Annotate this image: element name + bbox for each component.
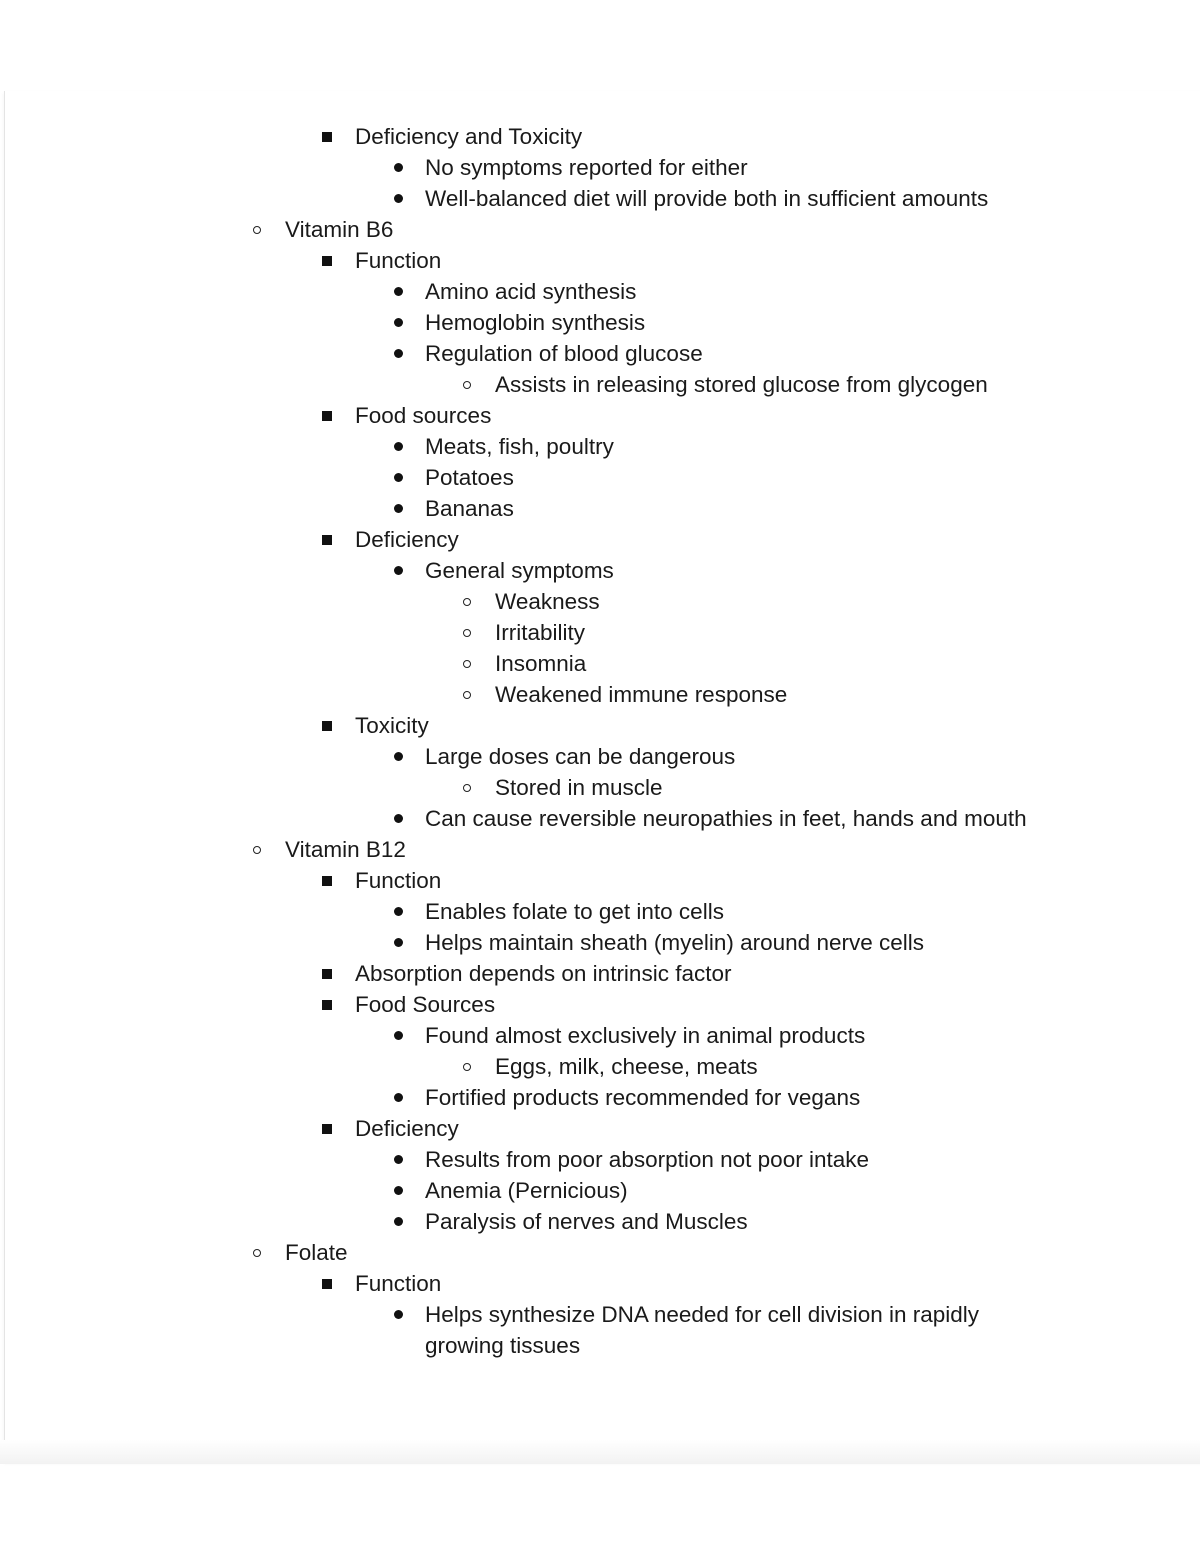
outline-item-text: No symptoms reported for either bbox=[425, 155, 748, 180]
outline-item-level-2 bbox=[0, 121, 1200, 152]
outline-item-level-3 bbox=[0, 1206, 1200, 1237]
outline-item-text: Helps maintain sheath (myelin) around nerve cells bbox=[425, 930, 924, 955]
hollow-circle-bullet-icon bbox=[455, 617, 479, 648]
outline-item-text: Function bbox=[355, 248, 442, 273]
square-bullet-icon bbox=[315, 400, 339, 431]
outline-item-text: Regulation of blood glucose bbox=[425, 341, 703, 366]
outline-item-text: Eggs, milk, cheese, meats bbox=[495, 1054, 758, 1079]
outline-item-text: Food Sources bbox=[355, 992, 496, 1017]
outline-item-level-3 bbox=[0, 431, 1200, 462]
outline-item-text: Weakness bbox=[495, 589, 600, 614]
outline-item-level-3 bbox=[0, 555, 1200, 586]
outline-item-text: Anemia (Pernicious) bbox=[425, 1178, 628, 1203]
hollow-circle-bullet-icon bbox=[455, 679, 479, 710]
hollow-circle-bullet-icon bbox=[245, 214, 269, 245]
outline-item-text: Can cause reversible neuropathies in feet, hands and mouth bbox=[425, 806, 1027, 831]
outline-item-level-3 bbox=[0, 896, 1200, 927]
outline-item-level-4 bbox=[0, 648, 1200, 679]
outline-item-text: Deficiency bbox=[355, 1116, 459, 1141]
square-bullet-icon bbox=[315, 1268, 339, 1299]
filled-disc-bullet-icon bbox=[386, 493, 410, 524]
outline-item-text: Toxicity bbox=[355, 713, 429, 738]
outline-item-level-3 bbox=[0, 741, 1200, 772]
square-bullet-icon bbox=[315, 710, 339, 741]
square-bullet-icon bbox=[315, 865, 339, 896]
outline-item-text: Helps synthesize DNA needed for cell division in rapidly growing tissues bbox=[425, 1302, 980, 1358]
filled-disc-bullet-icon bbox=[386, 927, 410, 958]
outline-item-level-2 bbox=[0, 1268, 1200, 1299]
outline-item-level-3 bbox=[0, 1175, 1200, 1206]
outline-item-level-1 bbox=[0, 1237, 1200, 1268]
outline-item-text: General symptoms bbox=[425, 558, 614, 583]
filled-disc-bullet-icon bbox=[386, 1144, 410, 1175]
square-bullet-icon bbox=[315, 121, 339, 152]
outline-item-level-4 bbox=[0, 586, 1200, 617]
outline-item-level-3 bbox=[0, 927, 1200, 958]
hollow-circle-bullet-icon bbox=[455, 1051, 479, 1082]
outline-item-level-3 bbox=[0, 338, 1200, 369]
outline-item-text: Enables folate to get into cells bbox=[425, 899, 724, 924]
filled-disc-bullet-icon bbox=[386, 431, 410, 462]
filled-disc-bullet-icon bbox=[386, 462, 410, 493]
outline-item-text: Large doses can be dangerous bbox=[425, 744, 736, 769]
outline-item-text: Folate bbox=[285, 1240, 348, 1265]
outline-item-level-3 bbox=[0, 493, 1200, 524]
outline-item-text: Meats, fish, poultry bbox=[425, 434, 614, 459]
filled-disc-bullet-icon bbox=[386, 1082, 410, 1113]
page-bottom-edge bbox=[0, 1440, 1200, 1464]
outline-item-level-1 bbox=[0, 214, 1200, 245]
outline-item-level-3 bbox=[0, 1299, 1200, 1361]
filled-disc-bullet-icon bbox=[386, 307, 410, 338]
filled-disc-bullet-icon bbox=[386, 152, 410, 183]
outline-item-text: Deficiency bbox=[355, 527, 459, 552]
outline-item-level-3 bbox=[0, 152, 1200, 183]
outline-item-text: Hemoglobin synthesis bbox=[425, 310, 646, 335]
outline-item-level-2 bbox=[0, 958, 1200, 989]
outline-item-text: Insomnia bbox=[495, 651, 587, 676]
outline-item-text: Deficiency and Toxicity bbox=[355, 124, 583, 149]
filled-disc-bullet-icon bbox=[386, 741, 410, 772]
outline-item-level-2 bbox=[0, 989, 1200, 1020]
outline-item-level-3 bbox=[0, 462, 1200, 493]
hollow-circle-bullet-icon bbox=[455, 772, 479, 803]
filled-disc-bullet-icon bbox=[386, 338, 410, 369]
hollow-circle-bullet-icon bbox=[245, 834, 269, 865]
outline-item-text: Amino acid synthesis bbox=[425, 279, 637, 304]
hollow-circle-bullet-icon bbox=[245, 1237, 269, 1268]
hollow-circle-bullet-icon bbox=[455, 648, 479, 679]
outline-item-text: Found almost exclusively in animal products bbox=[425, 1023, 866, 1048]
filled-disc-bullet-icon bbox=[386, 183, 410, 214]
outline-item-level-3 bbox=[0, 276, 1200, 307]
outline-item-level-3 bbox=[0, 1020, 1200, 1051]
outline-item-level-3 bbox=[0, 307, 1200, 338]
outline-item-level-2 bbox=[0, 1113, 1200, 1144]
outline-item-text: Vitamin B6 bbox=[285, 217, 394, 242]
hollow-circle-bullet-icon bbox=[455, 369, 479, 400]
outline-item-level-4 bbox=[0, 369, 1200, 400]
filled-disc-bullet-icon bbox=[386, 1175, 410, 1206]
filled-disc-bullet-icon bbox=[386, 555, 410, 586]
outline-item-level-4 bbox=[0, 772, 1200, 803]
square-bullet-icon bbox=[315, 958, 339, 989]
outline-item-level-3 bbox=[0, 803, 1200, 834]
outline-item-text: Well-balanced diet will provide both in sufficient amounts bbox=[425, 186, 989, 211]
outline-item-text: Assists in releasing stored glucose from glycogen bbox=[495, 372, 988, 397]
hollow-circle-bullet-icon bbox=[455, 586, 479, 617]
outline-item-text: Paralysis of nerves and Muscles bbox=[425, 1209, 748, 1234]
outline-item-level-4 bbox=[0, 1051, 1200, 1082]
outline-item-text: Bananas bbox=[425, 496, 514, 521]
filled-disc-bullet-icon bbox=[386, 1299, 410, 1330]
outline-item-level-2 bbox=[0, 865, 1200, 896]
outline-item-text: Function bbox=[355, 868, 442, 893]
outline-item-text: Stored in muscle bbox=[495, 775, 663, 800]
outline-item-text: Food sources bbox=[355, 403, 492, 428]
filled-disc-bullet-icon bbox=[386, 803, 410, 834]
outline-item-text: Fortified products recommended for vegans bbox=[425, 1085, 861, 1110]
outline-item-text: Potatoes bbox=[425, 465, 514, 490]
outline-item-text: Irritability bbox=[495, 620, 586, 645]
outline-item-text: Results from poor absorption not poor intake bbox=[425, 1147, 869, 1172]
bulleted-outline bbox=[0, 121, 1200, 1361]
square-bullet-icon bbox=[315, 245, 339, 276]
outline-item-level-2 bbox=[0, 400, 1200, 431]
outline-item-level-2 bbox=[0, 524, 1200, 555]
square-bullet-icon bbox=[315, 1113, 339, 1144]
outline-item-text: Weakened immune response bbox=[495, 682, 788, 707]
outline-item-level-2 bbox=[0, 710, 1200, 741]
outline-item-text: Vitamin B12 bbox=[285, 837, 406, 862]
outline-item-text: Absorption depends on intrinsic factor bbox=[355, 961, 732, 986]
outline-item-level-3 bbox=[0, 1144, 1200, 1175]
outline-item-level-4 bbox=[0, 679, 1200, 710]
outline-item-level-1 bbox=[0, 834, 1200, 865]
outline-item-level-2 bbox=[0, 245, 1200, 276]
outline-item-level-3 bbox=[0, 1082, 1200, 1113]
square-bullet-icon bbox=[315, 989, 339, 1020]
filled-disc-bullet-icon bbox=[386, 276, 410, 307]
outline-item-level-4 bbox=[0, 617, 1200, 648]
filled-disc-bullet-icon bbox=[386, 896, 410, 927]
outline-item-level-3 bbox=[0, 183, 1200, 214]
filled-disc-bullet-icon bbox=[386, 1020, 410, 1051]
outline-item-text: Function bbox=[355, 1271, 442, 1296]
square-bullet-icon bbox=[315, 524, 339, 555]
filled-disc-bullet-icon bbox=[386, 1206, 410, 1237]
